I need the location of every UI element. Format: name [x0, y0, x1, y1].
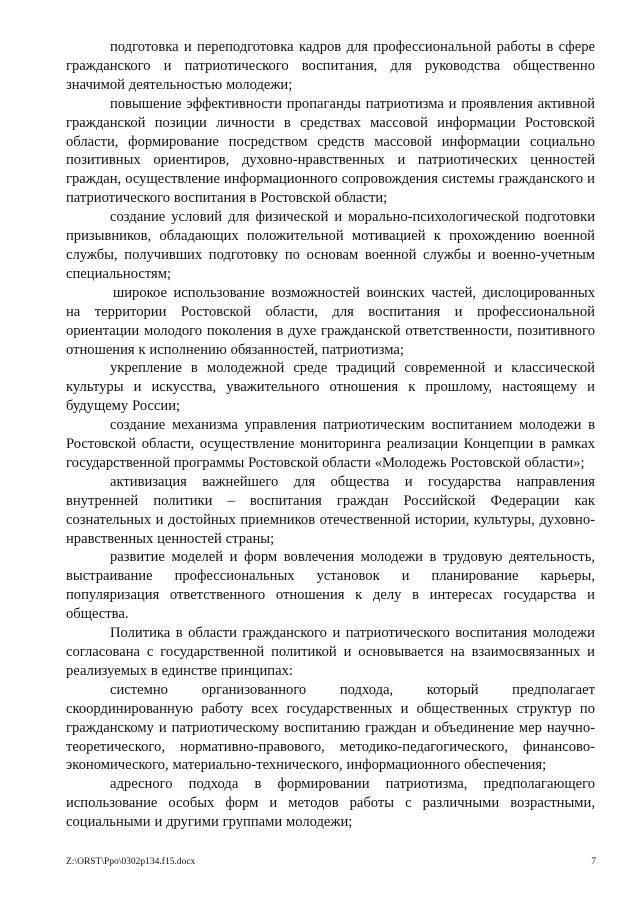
paragraph-staff-training: подготовка и переподготовка кадров для профессиональной работы в сфере гражданского и патриотического воспитания, для руководства общественно значимой деятельностью молодежи;	[66, 39, 595, 93]
paragraph-media-propaganda: повышение эффективности пропаганды патриотизма и проявления активной гражданской позиции личности в средствах массовой информации Ростовской области, формирование посредством средств массовой информации социально позитивных ориентиров, духовно-нравственных и патриотических ценностей граждан, осуществление информационного сопровождения системы гражданского и патриотического воспитания в Ростовской области;	[66, 95, 595, 207]
document-body	[66, 38, 595, 832]
paragraph-culture-traditions: укрепление в молодежной среде традиций современной и классической культуры и искусства, уважительного отношения к прошлому, настоящему и будущему России;	[66, 360, 595, 415]
paragraph-systemic-approach: системно организованного подхода, который предполагает скоординированную работу всех государственных и общественных структур по гражданскому и патриотическому воспитанию граждан и объединение мер научно-теоретического, нормативно-правового, методико-педагогического, финансово-экономического, материально-технического, информационного обеспечения;	[66, 681, 595, 774]
paragraph-military-units: широкое использование возможностей воинских частей, дислоцированных на территории Ростовской области, для воспитания и профессиональной ориентации молодого поколения в духе гражданской ответственности, позитивного отношения к исполнению обязанностей, патриотизма;	[66, 284, 595, 358]
footer-page-number: 7	[591, 857, 596, 867]
paragraph-conscript-preparation: создание условий для физической и морально-психологической подготовки призывников, обладающих положительной мотивацией к прохождению военной службы, получивших подготовку по основам военной службы и военно-учетным специальностям;	[66, 209, 595, 282]
paragraph-policy-principles: Политика в области гражданского и патриотического воспитания молодежи согласована с государственной политикой и основывается на взаимосвязанных и реализуемых в единстве принципах:	[66, 625, 595, 679]
footer-file-path: Z:\ORST\Ppo\0302p134.f15.docx	[66, 857, 196, 867]
paragraph-labor-activity: развитие моделей и форм вовлечения молодежи в трудовую деятельность, выстраивание профессиональных установок и планирование карьеры, популяризация ответственного отношения к делу в интересах государства и общества.	[66, 549, 595, 623]
paragraph-targeted-approach: адресного подхода в формировании патриотизма, предполагающего использование особых форм и методов работы с различными возрастными, социальными и другими группами молодежи;	[66, 776, 595, 831]
paragraph-management-mechanism: создание механизма управления патриотическим воспитанием молодежи в Ростовской области, осуществление мониторинга реализации Концепции в рамках государственной программы Ростовской области «Молодежь Ростовской области»;	[66, 417, 595, 471]
paragraph-internal-policy: активизация важнейшего для общества и государства направления внутренней политики – воспитания граждан Российской Федерации как сознательных и достойных приемников отечественной истории, культуры, духовно-нравственных ценностей страны;	[66, 473, 595, 547]
